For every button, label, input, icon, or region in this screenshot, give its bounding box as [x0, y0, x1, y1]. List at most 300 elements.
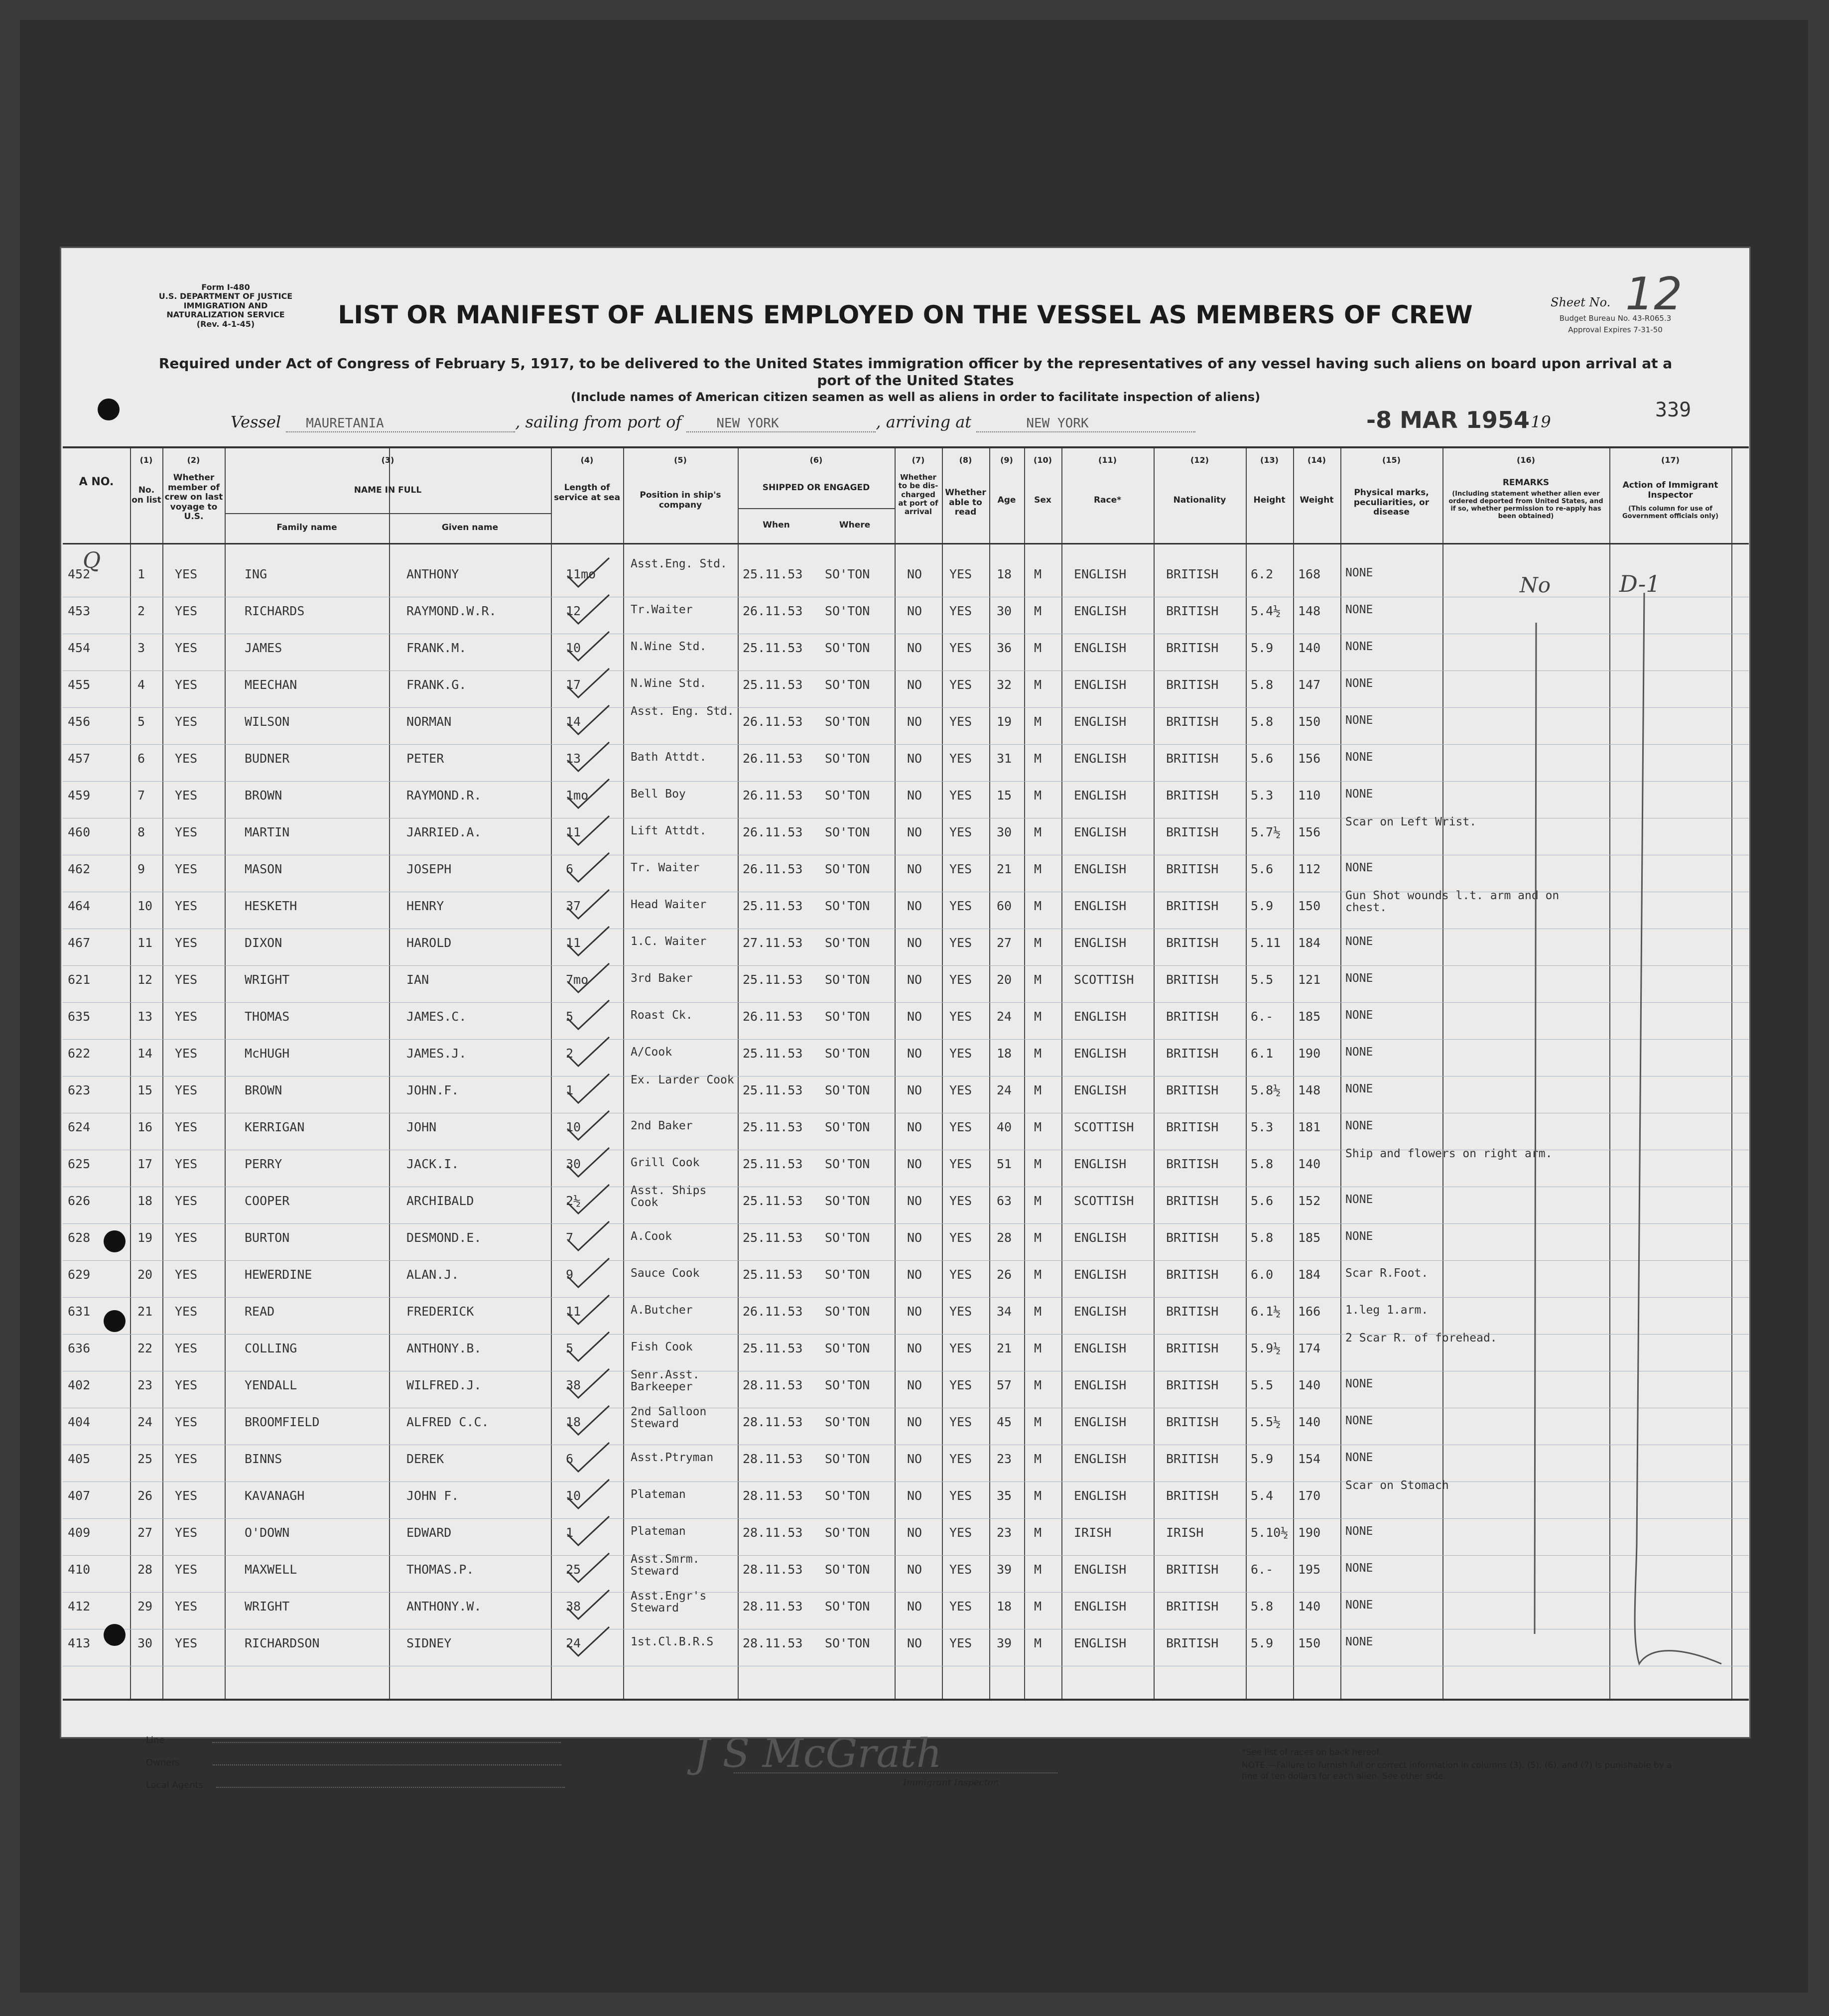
cell-nat: BRITISH	[1166, 1599, 1219, 1613]
vessel-label: Vessel	[231, 412, 281, 431]
cell-a: 635	[68, 1009, 91, 1024]
cell-given: JOHN.F.	[406, 1083, 459, 1097]
cell-dis: NO	[907, 825, 922, 839]
cell-when: 26.11.53	[743, 862, 803, 876]
cell-position: A.Cook	[631, 1230, 672, 1243]
cell-crew: YES	[175, 972, 198, 987]
cell-marks: NONE	[1345, 1414, 1373, 1427]
cell-weight: 147	[1298, 677, 1321, 692]
cell-race: ENGLISH	[1074, 751, 1127, 766]
cell-read: YES	[949, 1415, 972, 1429]
cell-service: 5	[566, 1341, 574, 1355]
cell-nat: IRISH	[1166, 1525, 1204, 1540]
cell-nat: BRITISH	[1166, 972, 1219, 987]
cell-weight: 140	[1298, 1378, 1321, 1392]
cell-age: 35	[997, 1488, 1012, 1503]
cell-crew: YES	[175, 1230, 198, 1245]
cell-crew: YES	[175, 1083, 198, 1097]
cell-age: 40	[997, 1120, 1012, 1134]
cell-age: 36	[997, 641, 1012, 655]
cell-nat: BRITISH	[1166, 1083, 1219, 1097]
cell-race: ENGLISH	[1074, 1083, 1127, 1097]
cell-family: READ	[245, 1304, 275, 1319]
revision: (Rev. 4-1-45)	[196, 319, 255, 329]
cell-marks: NONE	[1345, 714, 1373, 727]
vessel-line	[231, 412, 1195, 432]
col-num-15: (15)	[1382, 455, 1401, 465]
cell-crew: YES	[175, 1562, 198, 1577]
cell-crew: YES	[175, 1525, 198, 1540]
cell-crew: YES	[175, 1194, 198, 1208]
cell-given: NORMAN	[406, 714, 452, 729]
cell-race: ENGLISH	[1074, 825, 1127, 839]
cell-family: COOPER	[245, 1194, 290, 1208]
cell-a: 621	[68, 972, 91, 987]
cell-weight: 140	[1298, 641, 1321, 655]
col-family-name: Family name	[276, 523, 337, 533]
cell-marks: NONE	[1345, 1230, 1373, 1243]
cell-a: 456	[68, 714, 91, 729]
cell-a: 623	[68, 1083, 91, 1097]
cell-family: RICHARDS	[245, 604, 305, 618]
cell-where: SO'TON	[825, 972, 870, 987]
year-label: 19	[1531, 412, 1551, 431]
cell-dis: NO	[907, 1452, 922, 1466]
cell-weight: 170	[1298, 1488, 1321, 1503]
cell-marks: NONE	[1345, 640, 1373, 653]
cell-given: THOMAS.P.	[406, 1562, 474, 1577]
cell-nat: BRITISH	[1166, 936, 1219, 950]
budget-info	[1536, 313, 1695, 335]
cell-height: 5.4½	[1251, 604, 1281, 618]
cell-service: 7mo	[566, 972, 589, 987]
cell-where: SO'TON	[825, 604, 870, 618]
col-member-of-crew: Whether member of crew on last voyage to U.S.	[164, 473, 223, 522]
cell-where: SO'TON	[825, 1562, 870, 1577]
line-label: Line	[146, 1735, 165, 1746]
cell-when: 25.11.53	[743, 1194, 803, 1208]
cell-height: 6.1½	[1251, 1304, 1281, 1319]
cell-read: YES	[949, 604, 972, 618]
q-annotation: Q	[83, 548, 101, 573]
cell-crew: YES	[175, 677, 198, 692]
cell-family: WILSON	[245, 714, 290, 729]
cell-dis: NO	[907, 1009, 922, 1024]
cell-height: 5.8	[1251, 1230, 1274, 1245]
cell-service: 6	[566, 1452, 574, 1466]
col-shipped-engaged: SHIPPED OR ENGAGED	[762, 483, 870, 493]
cell-no: 13	[137, 1009, 153, 1024]
cell-family: COLLING	[245, 1341, 297, 1355]
cell-read: YES	[949, 1488, 972, 1503]
cell-a: 462	[68, 862, 91, 876]
cell-sex: M	[1034, 604, 1042, 618]
cell-given: WILFRED.J.	[406, 1378, 482, 1392]
cell-family: BROWN	[245, 788, 282, 803]
cell-when: 26.11.53	[743, 604, 803, 618]
cell-marks: NONE	[1345, 1599, 1373, 1612]
cell-no: 23	[137, 1378, 153, 1392]
cell-when: 28.11.53	[743, 1452, 803, 1466]
cell-service: 24	[566, 1636, 581, 1650]
cell-read: YES	[949, 1636, 972, 1650]
cell-sex: M	[1034, 1378, 1042, 1392]
cell-family: HESKETH	[245, 899, 297, 913]
cell-weight: 185	[1298, 1230, 1321, 1245]
col-age: Age	[997, 495, 1016, 505]
cell-a: 405	[68, 1452, 91, 1466]
cell-given: HENRY	[406, 899, 444, 913]
cell-sex: M	[1034, 1415, 1042, 1429]
cell-when: 26.11.53	[743, 788, 803, 803]
cell-age: 63	[997, 1194, 1012, 1208]
cell-crew: YES	[175, 825, 198, 839]
col-num-10: (10)	[1034, 455, 1052, 465]
cell-no: 5	[137, 714, 145, 729]
cell-where: SO'TON	[825, 1194, 870, 1208]
cell-weight: 148	[1298, 604, 1321, 618]
cell-where: SO'TON	[825, 677, 870, 692]
cell-crew: YES	[175, 1267, 198, 1282]
cell-no: 18	[137, 1194, 153, 1208]
cell-position: Asst.Ptryman	[631, 1451, 714, 1464]
cell-no: 21	[137, 1304, 153, 1319]
cell-weight: 156	[1298, 751, 1321, 766]
cell-where: SO'TON	[825, 1230, 870, 1245]
cell-service: 10	[566, 1120, 581, 1134]
col-num-13: (13)	[1260, 455, 1279, 465]
cell-race: ENGLISH	[1074, 677, 1127, 692]
cell-read: YES	[949, 899, 972, 913]
cell-sex: M	[1034, 1120, 1042, 1134]
cell-nat: BRITISH	[1166, 641, 1219, 655]
cell-no: 8	[137, 825, 145, 839]
cell-crew: YES	[175, 1452, 198, 1466]
cell-a: 409	[68, 1525, 91, 1540]
cell-given: RAYMOND.W.R.	[406, 604, 497, 618]
cell-height: 5.3	[1251, 788, 1274, 803]
col-where: Where	[839, 520, 871, 530]
cell-race: ENGLISH	[1074, 1599, 1127, 1613]
cell-height: 5.9	[1251, 1636, 1274, 1650]
cell-where: SO'TON	[825, 1304, 870, 1319]
cell-marks: NONE	[1345, 1562, 1373, 1575]
cell-a: 626	[68, 1194, 91, 1208]
service: IMMIGRATION AND NATURALIZATION SERVICE	[166, 300, 285, 320]
cell-marks: NONE	[1345, 566, 1373, 579]
cell-where: SO'TON	[825, 936, 870, 950]
cell-service: 25	[566, 1562, 581, 1577]
cell-read: YES	[949, 641, 972, 655]
cell-read: YES	[949, 1525, 972, 1540]
cell-marks: NONE	[1345, 1193, 1373, 1206]
cell-nat: BRITISH	[1166, 1452, 1219, 1466]
cell-no: 28	[137, 1562, 153, 1577]
cell-marks: NONE	[1345, 677, 1373, 690]
agents-field	[146, 1780, 565, 1790]
include-note: (Include names of American citizen seamen as well as aliens in order to facilitate inspection of aliens)	[570, 390, 1261, 404]
cell-where: SO'TON	[825, 751, 870, 766]
sailing-label: , sailing from port of	[515, 412, 682, 431]
action-note: (This column for use of Government officials only)	[1622, 505, 1719, 520]
cell-service: 6	[566, 862, 574, 876]
cell-height: 5.8	[1251, 1599, 1274, 1613]
cell-where: SO'TON	[825, 1488, 870, 1503]
cell-dis: NO	[907, 1562, 922, 1577]
cell-dis: NO	[907, 1194, 922, 1208]
cell-read: YES	[949, 1452, 972, 1466]
cell-nat: BRITISH	[1166, 1046, 1219, 1061]
cell-marks: Gun Shot wounds l.t. arm and on chest.	[1345, 889, 1560, 915]
cell-no: 20	[137, 1267, 153, 1282]
cell-sex: M	[1034, 1304, 1042, 1319]
cell-age: 27	[997, 936, 1012, 950]
cell-position: 2nd Salloon Steward	[631, 1405, 707, 1431]
cell-given: JAMES.J.	[406, 1046, 467, 1061]
cell-read: YES	[949, 788, 972, 803]
cell-when: 25.11.53	[743, 1341, 803, 1355]
cell-given: ALAN.J.	[406, 1267, 459, 1282]
cell-no: 7	[137, 788, 145, 803]
cell-crew: YES	[175, 751, 198, 766]
vessel-name: MAURETANIA	[306, 416, 384, 431]
cell-family: RICHARDSON	[245, 1636, 320, 1650]
cell-sex: M	[1034, 825, 1042, 839]
cell-where: SO'TON	[825, 1267, 870, 1282]
cell-no: 2	[137, 604, 145, 618]
cell-service: 11	[566, 1304, 581, 1319]
signature-line	[734, 1772, 1057, 1773]
cell-height: 5.9	[1251, 1452, 1274, 1466]
side-number: 339	[1655, 399, 1692, 421]
cell-nat: BRITISH	[1166, 1341, 1219, 1355]
cell-weight: 190	[1298, 1046, 1321, 1061]
cell-race: SCOTTISH	[1074, 1120, 1134, 1134]
cell-when: 25.11.53	[743, 641, 803, 655]
cell-family: JAMES	[245, 641, 282, 655]
cell-sex: M	[1034, 751, 1042, 766]
cell-weight: 168	[1298, 567, 1321, 581]
cell-service: 1mo	[566, 788, 589, 803]
cell-height: 5.8	[1251, 677, 1274, 692]
cell-dis: NO	[907, 1267, 922, 1282]
cell-nat: BRITISH	[1166, 751, 1219, 766]
cell-dis: NO	[907, 1636, 922, 1650]
cell-read: YES	[949, 1304, 972, 1319]
col-num-4: (4)	[580, 455, 594, 465]
cell-where: SO'TON	[825, 1046, 870, 1061]
col-position: Position in ship's company	[640, 490, 721, 510]
owners-field	[146, 1757, 561, 1768]
cell-a: 402	[68, 1378, 91, 1392]
cell-read: YES	[949, 1194, 972, 1208]
cell-position: Roast Ck.	[631, 1009, 693, 1022]
cell-family: BURTON	[245, 1230, 290, 1245]
cell-no: 27	[137, 1525, 153, 1540]
cell-read: YES	[949, 1267, 972, 1282]
cell-service: 5	[566, 1009, 574, 1024]
cell-marks: NONE	[1345, 788, 1373, 801]
remarks-note: (Including statement whether alien ever ordered deported from United States, and if so, whether permission to re-apply has been obtained)	[1448, 490, 1603, 520]
cell-nat: BRITISH	[1166, 714, 1219, 729]
cell-service: 30	[566, 1157, 581, 1171]
cell-age: 21	[997, 1341, 1012, 1355]
cell-race: ENGLISH	[1074, 604, 1127, 618]
col-able-to-read: Whether able to read	[945, 488, 986, 518]
cell-age: 30	[997, 604, 1012, 618]
cell-marks: 2 Scar R. of forehead.	[1345, 1332, 1497, 1344]
cell-given: ANTHONY	[406, 567, 459, 581]
col-nationality: Nationality	[1173, 495, 1226, 505]
cell-crew: YES	[175, 567, 198, 581]
cell-service: 37	[566, 899, 581, 913]
cell-sex: M	[1034, 1267, 1042, 1282]
handwritten-marks	[63, 448, 1749, 1699]
cell-a: 455	[68, 677, 91, 692]
cell-position: Lift Attdt.	[631, 824, 707, 837]
cell-nat: BRITISH	[1166, 1267, 1219, 1282]
cell-when: 26.11.53	[743, 1009, 803, 1024]
cell-given: JARRIED.A.	[406, 825, 482, 839]
cell-read: YES	[949, 1378, 972, 1392]
cell-nat: BRITISH	[1166, 1636, 1219, 1650]
cell-race: ENGLISH	[1074, 899, 1127, 913]
cell-nat: BRITISH	[1166, 604, 1219, 618]
cell-service: 2½	[566, 1194, 581, 1208]
cell-nat: BRITISH	[1166, 1157, 1219, 1171]
cell-weight: 150	[1298, 1636, 1321, 1650]
cell-given: FRANK.G.	[406, 677, 467, 692]
cell-family: ING	[245, 567, 267, 581]
cell-age: 18	[997, 1599, 1012, 1613]
cell-marks: NONE	[1345, 1009, 1373, 1022]
sheet-label: Sheet No.	[1551, 295, 1611, 309]
cell-family: WRIGHT	[245, 972, 290, 987]
cell-when: 25.11.53	[743, 972, 803, 987]
cell-given: DEREK	[406, 1452, 444, 1466]
col-num-6: (6)	[809, 455, 823, 465]
cell-position: 2nd Baker	[631, 1119, 693, 1132]
cell-marks: NONE	[1345, 861, 1373, 874]
page-title: LIST OR MANIFEST OF ALIENS EMPLOYED ON THE VESSEL AS MEMBERS OF CREW	[338, 300, 1473, 329]
cell-no: 19	[137, 1230, 153, 1245]
cell-when: 28.11.53	[743, 1599, 803, 1613]
cell-marks: Scar R.Foot.	[1345, 1267, 1429, 1280]
cell-height: 5.9	[1251, 899, 1274, 913]
arriving-label: , arriving at	[876, 412, 972, 431]
cell-age: 28	[997, 1230, 1012, 1245]
cell-race: ENGLISH	[1074, 1378, 1127, 1392]
cell-height: 5.5	[1251, 1378, 1274, 1392]
cell-height: 5.4	[1251, 1488, 1274, 1503]
cell-service: 1	[566, 1525, 574, 1540]
form-number: Form I-480	[201, 282, 250, 292]
cell-sex: M	[1034, 862, 1042, 876]
cell-age: 20	[997, 972, 1012, 987]
cell-position: N.Wine Std.	[631, 677, 707, 690]
cell-nat: BRITISH	[1166, 1120, 1219, 1134]
cell-a: 457	[68, 751, 91, 766]
cell-age: 15	[997, 788, 1012, 803]
cell-crew: YES	[175, 604, 198, 618]
cell-service: 11	[566, 936, 581, 950]
cell-sex: M	[1034, 899, 1042, 913]
cell-age: 19	[997, 714, 1012, 729]
cell-family: BINNS	[245, 1452, 282, 1466]
cell-nat: BRITISH	[1166, 899, 1219, 913]
cell-family: O'DOWN	[245, 1525, 290, 1540]
cell-dis: NO	[907, 1488, 922, 1503]
cell-weight: 110	[1298, 788, 1321, 803]
cell-age: 60	[997, 899, 1012, 913]
cell-position: Asst.Engr's Steward	[631, 1590, 707, 1615]
col-num-16: (16)	[1517, 455, 1535, 465]
col-discharged: Whether to be dis-charged at port of arrival	[898, 473, 938, 516]
cell-dis: NO	[907, 1378, 922, 1392]
cell-race: SCOTTISH	[1074, 972, 1134, 987]
cell-where: SO'TON	[825, 788, 870, 803]
cell-height: 6.2	[1251, 567, 1274, 581]
cell-read: YES	[949, 1120, 972, 1134]
cell-no: 10	[137, 899, 153, 913]
cell-position: A/Cook	[631, 1046, 672, 1059]
cell-dis: NO	[907, 1120, 922, 1134]
cell-no: 25	[137, 1452, 153, 1466]
cell-service: 11mo	[566, 567, 596, 581]
cell-position: Tr.Waiter	[631, 603, 693, 616]
cell-dis: NO	[907, 1046, 922, 1061]
cell-family: MARTIN	[245, 825, 290, 839]
cell-service: 1	[566, 1083, 574, 1097]
cell-given: ARCHIBALD	[406, 1194, 474, 1208]
cell-when: 25.11.53	[743, 1083, 803, 1097]
cell-dis: NO	[907, 972, 922, 987]
cell-when: 25.11.53	[743, 899, 803, 913]
cell-marks: NONE	[1345, 1451, 1373, 1464]
cell-family: BROWN	[245, 1083, 282, 1097]
cell-height: 6.0	[1251, 1267, 1274, 1282]
cell-when: 25.11.53	[743, 1046, 803, 1061]
cell-weight: 190	[1298, 1525, 1321, 1540]
cell-service: 11	[566, 825, 581, 839]
cell-when: 25.11.53	[743, 1230, 803, 1245]
cell-position: Plateman	[631, 1488, 686, 1501]
cell-height: 5.9½	[1251, 1341, 1281, 1355]
cell-family: PERRY	[245, 1157, 282, 1171]
cell-weight: 174	[1298, 1341, 1321, 1355]
cell-when: 28.11.53	[743, 1488, 803, 1503]
cell-crew: YES	[175, 899, 198, 913]
cell-sex: M	[1034, 1083, 1042, 1097]
cell-a: 628	[68, 1230, 91, 1245]
cell-service: 18	[566, 1415, 581, 1429]
cell-marks: NONE	[1345, 1635, 1373, 1648]
cell-dis: NO	[907, 1525, 922, 1540]
cell-given: JOHN	[406, 1120, 437, 1134]
cell-when: 25.11.53	[743, 1267, 803, 1282]
cell-no: 6	[137, 751, 145, 766]
cell-dis: NO	[907, 641, 922, 655]
cell-dis: NO	[907, 604, 922, 618]
cell-marks: Scar on Stomach	[1345, 1479, 1449, 1492]
cell-height: 5.11	[1251, 936, 1281, 950]
cell-read: YES	[949, 972, 972, 987]
agents-label: Local Agents	[146, 1780, 204, 1790]
cell-when: 28.11.53	[743, 1415, 803, 1429]
cell-a: 624	[68, 1120, 91, 1134]
cell-race: ENGLISH	[1074, 1304, 1127, 1319]
cell-given: PETER	[406, 751, 444, 766]
